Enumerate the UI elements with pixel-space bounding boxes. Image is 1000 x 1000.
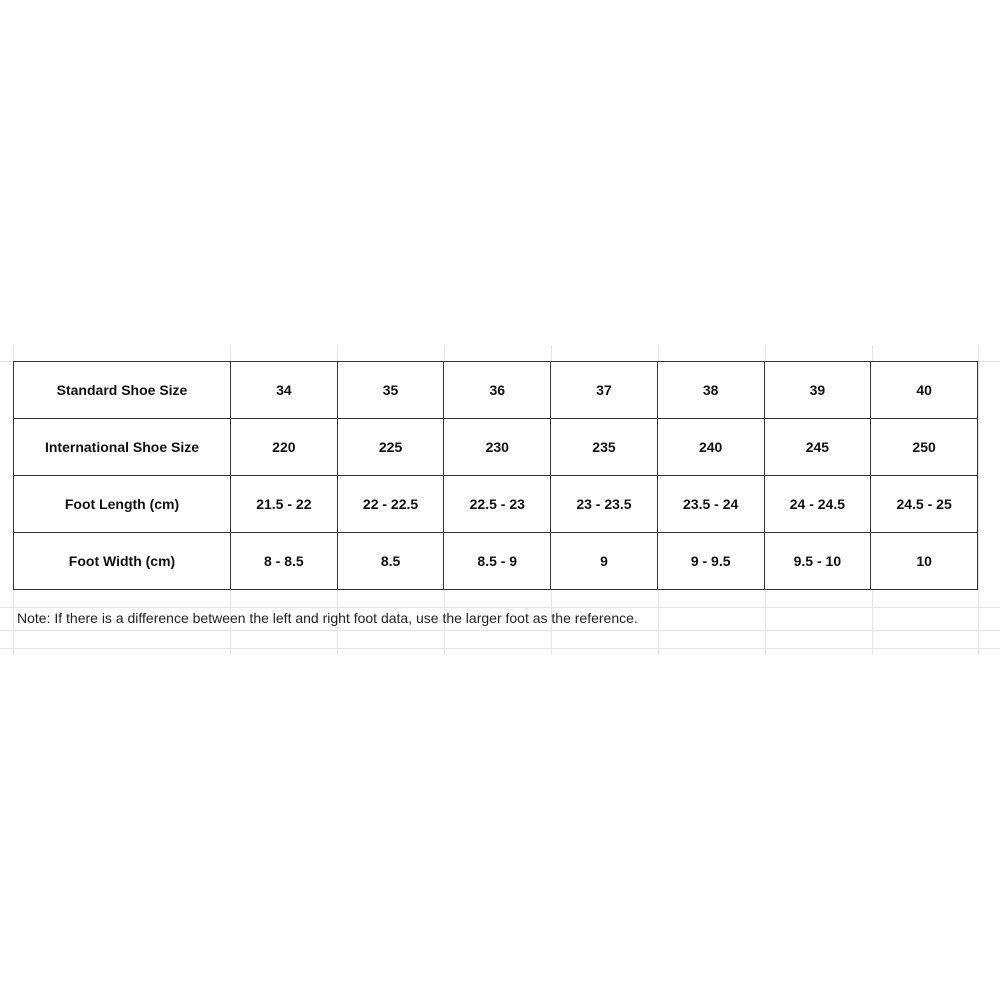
gridline [978, 345, 979, 655]
table-cell: 8 - 8.5 [231, 533, 338, 590]
row-header-international-size: International Shoe Size [14, 419, 231, 476]
table-cell: 23 - 23.5 [551, 476, 658, 533]
shoe-size-table [13, 361, 978, 590]
table-cell: 34 [231, 362, 338, 419]
table-cell: 39 [764, 362, 871, 419]
table-cell: 22.5 - 23 [444, 476, 551, 533]
table-cell: 37 [551, 362, 658, 419]
row-header-standard-size: Standard Shoe Size [14, 362, 231, 419]
table-row [14, 533, 978, 590]
table-cell: 24 - 24.5 [764, 476, 871, 533]
table-row [14, 419, 978, 476]
table-cell: 240 [657, 419, 764, 476]
table-cell: 9.5 - 10 [764, 533, 871, 590]
table-cell: 21.5 - 22 [231, 476, 338, 533]
table-cell: 35 [337, 362, 444, 419]
table-cell: 24.5 - 25 [871, 476, 978, 533]
table-cell: 40 [871, 362, 978, 419]
table-cell: 250 [871, 419, 978, 476]
gridline [0, 630, 1000, 631]
table-cell: 10 [871, 533, 978, 590]
table-cell: 8.5 - 9 [444, 533, 551, 590]
table-cell: 235 [551, 419, 658, 476]
table-cell: 9 [551, 533, 658, 590]
table-cell: 38 [657, 362, 764, 419]
row-header-foot-width: Foot Width (cm) [14, 533, 231, 590]
gridline [0, 607, 1000, 608]
table-cell: 8.5 [337, 533, 444, 590]
table-cell: 23.5 - 24 [657, 476, 764, 533]
table-cell: 245 [764, 419, 871, 476]
table-row [14, 362, 978, 419]
table-cell: 36 [444, 362, 551, 419]
table-row [14, 476, 978, 533]
table-cell: 22 - 22.5 [337, 476, 444, 533]
table-cell: 230 [444, 419, 551, 476]
table-cell: 9 - 9.5 [657, 533, 764, 590]
reference-note: Note: If there is a difference between the left and right foot data, use the larger foot as the reference. [17, 610, 638, 626]
table-cell: 220 [231, 419, 338, 476]
row-header-foot-length: Foot Length (cm) [14, 476, 231, 533]
gridline [0, 648, 1000, 649]
table-cell: 225 [337, 419, 444, 476]
